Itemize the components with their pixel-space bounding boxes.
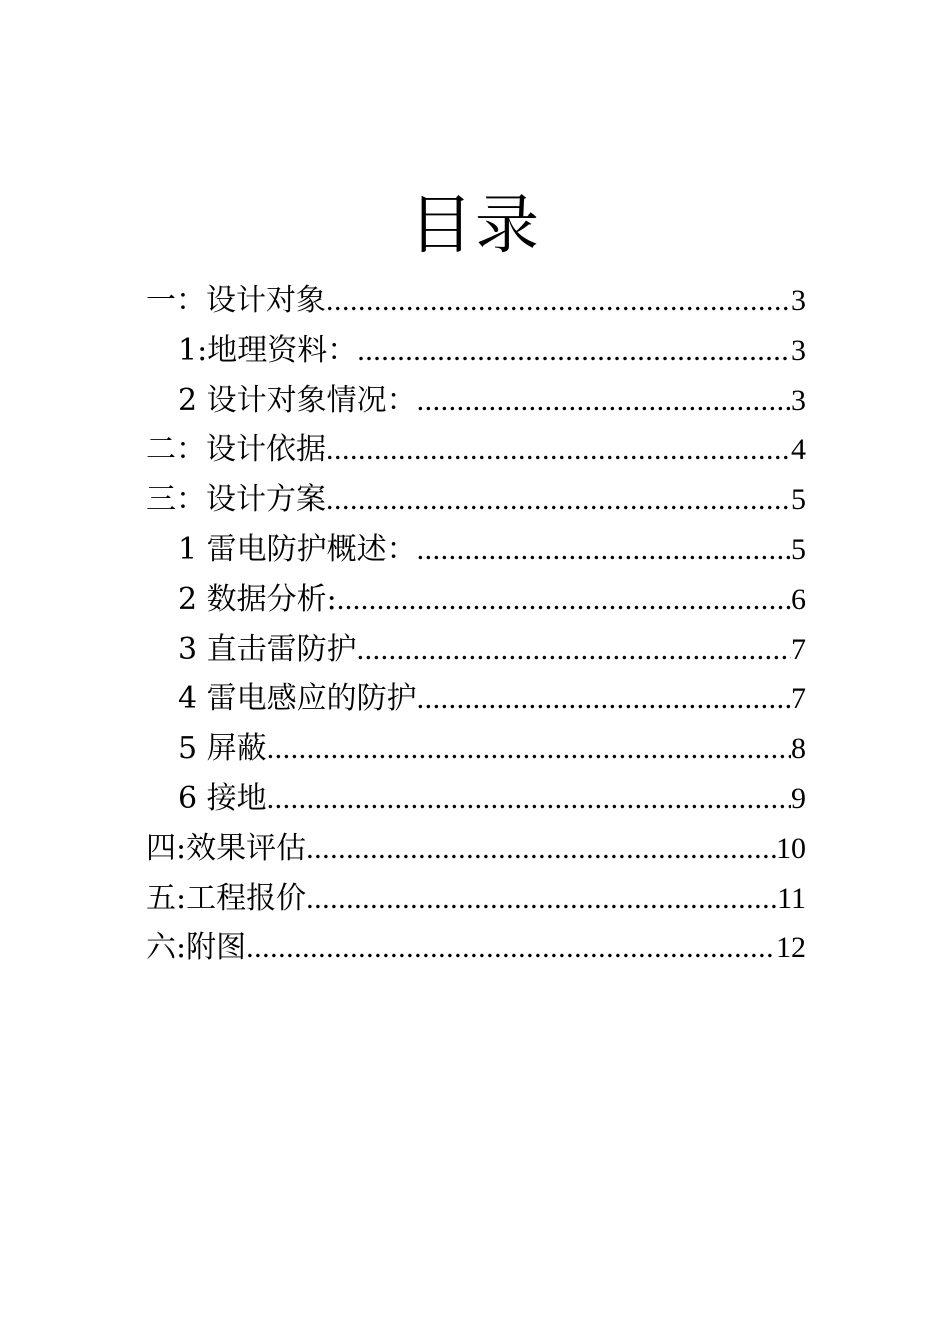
toc-entry-label: 五:工程报价 — [146, 880, 307, 916]
toc-entry-label: 三：设计方案 — [146, 482, 326, 518]
toc-leader-dots — [357, 326, 791, 376]
toc-leader-dots — [326, 475, 791, 525]
toc-leader-dots — [306, 874, 777, 924]
toc-entry[interactable] — [146, 874, 806, 924]
toc-leader-dots — [306, 824, 776, 874]
toc-entry-label: 4 雷电感应的防护 — [178, 681, 417, 717]
toc-entry-label: 一：设计对象 — [146, 283, 326, 318]
toc-entry[interactable] — [146, 625, 806, 675]
toc-entry[interactable] — [146, 824, 806, 874]
toc-entry[interactable] — [146, 724, 806, 774]
toc-entry-page: 3 — [791, 333, 806, 367]
toc-entry[interactable] — [146, 774, 806, 824]
toc-entry-label: 6 接地 — [178, 780, 267, 816]
toc-leader-dots — [417, 674, 791, 724]
toc-entry-page: 5 — [791, 532, 806, 566]
toc-entry[interactable] — [146, 425, 806, 475]
toc-entry[interactable] — [146, 923, 806, 973]
toc-entry-label: 5 屏蔽 — [178, 731, 267, 767]
toc-entry[interactable] — [146, 575, 806, 625]
toc-leader-dots — [246, 923, 776, 973]
toc-entry-label: 六:附图 — [146, 930, 247, 966]
toc-entry-label: 四:效果评估 — [146, 830, 307, 866]
toc-entry[interactable] — [146, 525, 806, 575]
toc-entry-label: 3 直击雷防护 — [178, 631, 357, 667]
toc-entry[interactable] — [146, 674, 806, 724]
toc-entry-page: 3 — [791, 383, 806, 417]
toc-entry-page: 12 — [776, 931, 806, 965]
toc-entry-label: 2 设计对象情况： — [178, 382, 417, 418]
toc-leader-dots — [267, 724, 791, 774]
toc-entry-label: 1 雷电防护概述： — [178, 531, 417, 567]
toc-leader-dots — [417, 525, 791, 575]
toc-entry-page: 8 — [791, 732, 806, 766]
toc-entry-page: 11 — [777, 881, 806, 915]
toc-entry-page: 6 — [791, 582, 806, 616]
toc-entry-page: 10 — [776, 831, 806, 865]
toc-entry-label: 二：设计依据 — [146, 432, 326, 468]
toc-entry[interactable] — [146, 475, 806, 525]
toc-title: 目录 — [409, 189, 541, 263]
toc-entry[interactable] — [146, 276, 806, 326]
toc-entry-page: 5 — [791, 483, 806, 517]
toc-leader-dots — [267, 774, 791, 824]
toc-leader-dots — [337, 575, 791, 625]
toc-leader-dots — [417, 376, 791, 426]
toc-leader-dots — [357, 625, 791, 675]
toc-entry-page: 9 — [791, 781, 806, 815]
table-of-contents — [146, 276, 806, 973]
toc-entry-page: 7 — [791, 682, 806, 716]
toc-leader-dots — [326, 425, 791, 475]
toc-entry-page: 3 — [791, 284, 806, 317]
toc-entry-label: 2 数据分析: — [178, 581, 337, 617]
toc-leader-dots — [326, 276, 791, 326]
toc-entry[interactable] — [146, 326, 806, 376]
toc-entry-page: 4 — [791, 433, 806, 467]
toc-entry-page: 7 — [791, 632, 806, 666]
toc-entry-label: 1:地理资料： — [178, 332, 358, 368]
toc-entry[interactable] — [146, 376, 806, 426]
